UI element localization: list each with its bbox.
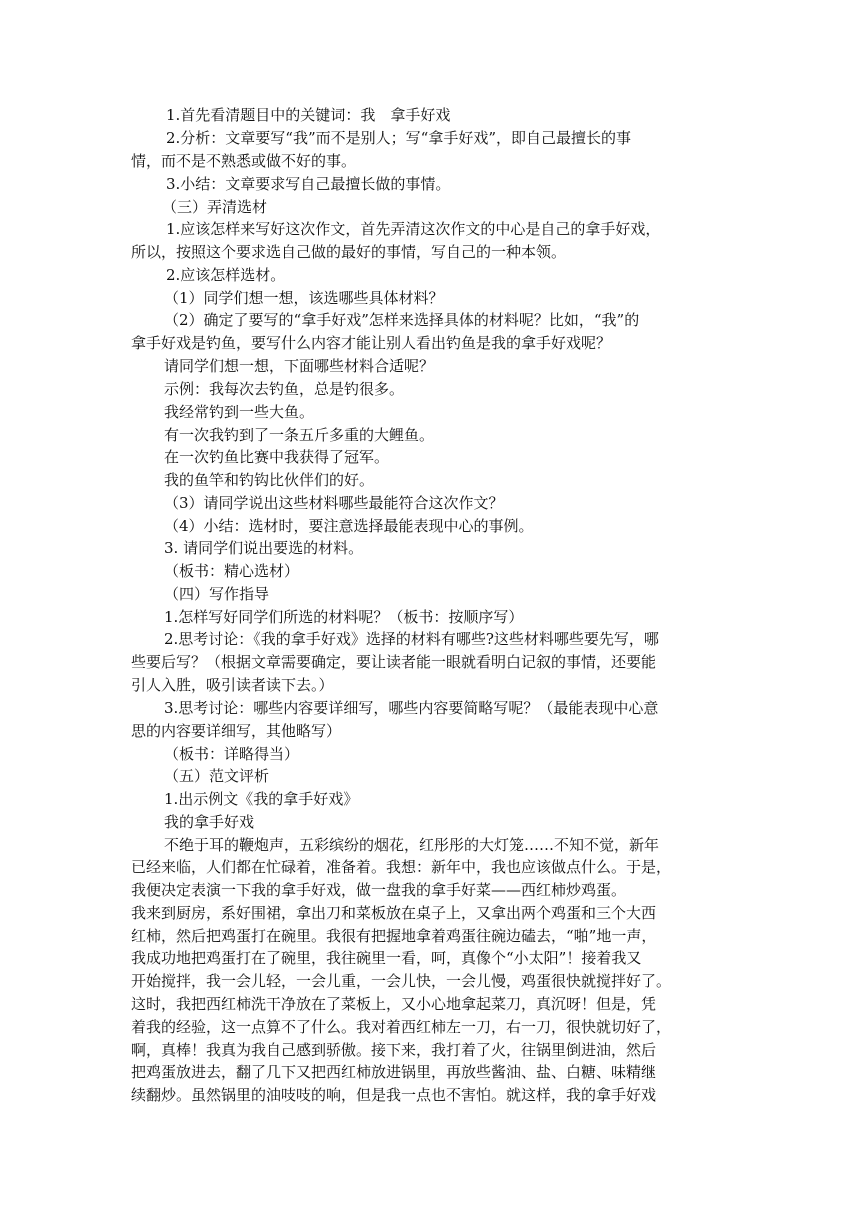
essay-line: 这时，我把西红柿洗干净放在了菜板上，又小心地拿起菜刀，真沉呀！但是，凭: [131, 995, 657, 1013]
text-line: 2.思考讨论：《我的拿手好戏》选择的材料有哪些?这些材料哪些要先写，哪: [164, 630, 659, 648]
essay-line: 已经来临，人们都在忙碌着，准备着。我想：新年中，我也应该做点什么。于是，: [131, 858, 672, 876]
text-line: （1）同学们想一想，该选哪些具体材料？: [164, 289, 444, 307]
text-line: 我经常钓到一些大鱼。: [164, 403, 315, 421]
text-line: 我的鱼竿和钓钩比伙伴们的好。: [164, 471, 375, 489]
text-line: 1.应该怎样来写好这次作文，首先弄清这次作文的中心是自己的拿手好戏，: [166, 220, 661, 238]
text-line: 请同学们想一想，下面哪些材料合适呢？: [164, 357, 435, 375]
essay-line: 我便决定表演一下我的拿手好戏，做一盘我的拿手好菜——西红柿炒鸡蛋。: [131, 881, 627, 899]
essay-line: 我来到厨房，系好围裙，拿出刀和菜板放在桌子上，又拿出两个鸡蛋和三个大西: [131, 904, 657, 922]
board-note: （板书：详略得当）: [164, 745, 300, 763]
text-line: 1.首先看清题目中的关键词：我 拿手好戏: [166, 106, 451, 124]
text-line: 所以，按照这个要求选自己做的最好的事情，写自己的一种本领。: [131, 243, 567, 261]
section-heading: （三）弄清选材: [162, 198, 268, 216]
text-line: 拿手好戏是钓鱼，要写什么内容才能让别人看出钓鱼是我的拿手好戏呢？: [131, 334, 612, 352]
text-line: 情，而不是不熟悉或做不好的事。: [131, 152, 357, 170]
essay-line: 开始搅拌，我一会儿轻，一会儿重，一会儿快，一会儿慢，鸡蛋很快就搅拌好了。: [131, 972, 672, 990]
text-line: 2.应该怎样选材。: [166, 266, 286, 284]
text-line: （2）确定了要写的“拿手好戏”怎样来选择具体的材料呢？比如，“我”的: [164, 311, 640, 329]
text-line: 3. 请同学们说出要选的材料。: [164, 539, 364, 557]
text-line: （3）请同学说出这些材料哪些最能符合这次作文？: [164, 494, 504, 512]
text-line: 1.出示例文《我的拿手好戏》: [164, 790, 359, 808]
essay-line: 续翻炒。虽然锅里的油吱吱的响，但是我一点也不害怕。就这样，我的拿手好戏: [131, 1086, 657, 1104]
section-heading: （四）写作指导: [164, 585, 270, 603]
text-line: 3.思考讨论：哪些内容要详细写，哪些内容要简略写呢？（最能表现中心意: [164, 699, 659, 717]
essay-line: 着我的经验，这一点算不了什么。我对着西红柿左一刀，右一刀，很快就切好了，: [131, 1018, 672, 1036]
text-line: 2.分析：文章要写“我”而不是别人；写“拿手好戏”，即自己最擅长的事: [166, 129, 631, 147]
text-line: 有一次我钓到了一条五斤多重的大鲤鱼。: [164, 426, 435, 444]
text-line: （4）小结：选材时，要注意选择最能表现中心的事例。: [164, 517, 534, 535]
essay-line: 不绝于耳的鞭炮声，五彩缤纷的烟花，红彤彤的大灯笼……不知不觉，新年: [164, 836, 660, 854]
board-note: （板书：精心选材）: [164, 562, 300, 580]
essay-line: 我成功地把鸡蛋打在了碗里，我往碗里一看，呵，真像个“小太阳”！接着我又: [131, 949, 642, 967]
text-line: 示例：我每次去钓鱼，总是钓很多。: [164, 380, 405, 398]
text-line: 3.小结：文章要求写自己最擅长做的事情。: [166, 175, 451, 193]
section-heading: （五）范文评析: [164, 767, 270, 785]
text-line: 在一次钓鱼比赛中我获得了冠军。: [164, 448, 390, 466]
text-line: 引人入胜，吸引读者读下去。）: [131, 676, 334, 694]
text-line: 1.怎样写好同学们所选的材料呢？（板书：按顺序写）: [164, 608, 524, 626]
essay-line: 红柿，然后把鸡蛋打在碗里。我很有把握地拿着鸡蛋往碗边磕去，“啪”地一声，: [131, 927, 657, 945]
essay-title: 我的拿手好戏: [164, 813, 255, 831]
essay-line: 啊，真棒！我真为我自己感到骄傲。接下来，我打着了火，往锅里倒进油，然后: [131, 1041, 657, 1059]
text-line: 些要后写？（根据文章需要确定，要让读者能一眼就看明白记叙的事情，还要能: [131, 653, 657, 671]
text-line: 思的内容要详细写，其他略写）: [131, 722, 342, 740]
essay-line: 把鸡蛋放进去，翻了几下又把西红柿放进锅里，再放些酱油、盐、白糖、味精继: [131, 1063, 657, 1081]
